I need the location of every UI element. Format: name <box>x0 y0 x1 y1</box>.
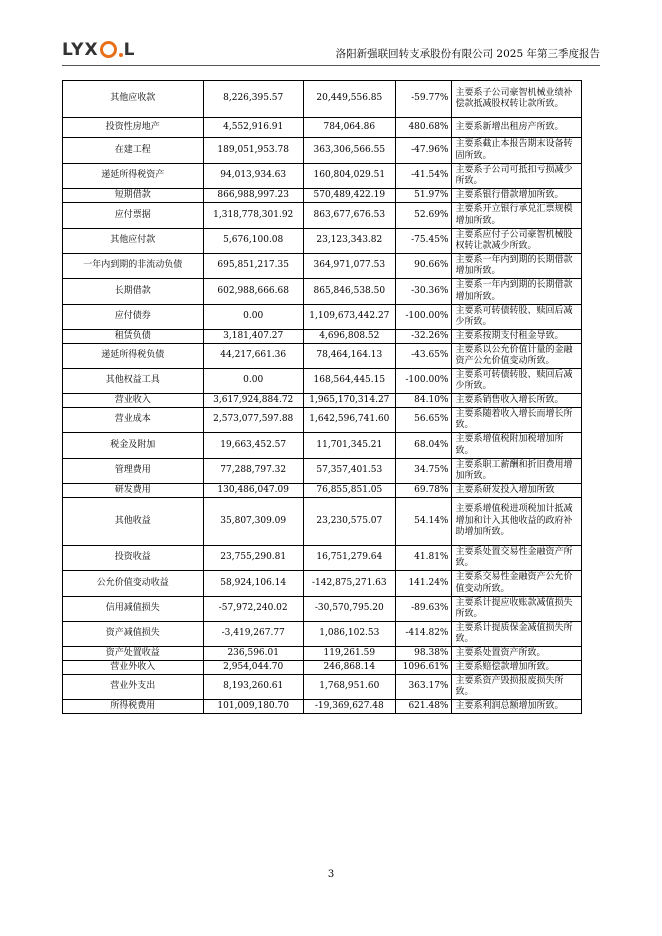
item-name-cell: 投资收益 <box>63 546 204 571</box>
change-reason-cell: 主要系以公允价值计量的金融资产公允价值变动所致。 <box>452 344 582 369</box>
change-rate-cell: 68.04% <box>395 433 452 459</box>
current-period-cell: 19,663,452.57 <box>203 433 303 459</box>
change-rate-cell: -32.26% <box>395 330 452 344</box>
previous-period-cell: 119,261.59 <box>303 647 395 661</box>
logo-dot <box>119 53 123 57</box>
current-period-cell: 44,217,661.36 <box>203 344 303 369</box>
change-rate-cell: 51.97% <box>395 189 452 203</box>
report-title: 洛阳新强联回转支承股份有限公司 2025 年第三季度报告 <box>335 48 600 60</box>
table-row <box>63 369 582 394</box>
item-name-cell: 长期借款 <box>63 279 204 305</box>
change-rate-cell: -30.36% <box>395 279 452 305</box>
change-reason-cell: 主要系子公司豪智机械业绩补偿款抵减股权转让款所致。 <box>452 81 582 118</box>
change-rate-cell: 54.14% <box>395 498 452 546</box>
change-rate-cell: 52.69% <box>395 203 452 229</box>
item-name-cell: 递延所得税负债 <box>63 344 204 369</box>
table-row <box>63 675 582 700</box>
table-row <box>63 700 582 714</box>
previous-period-cell: 1,768,951.60 <box>303 675 395 700</box>
previous-period-cell: 76,855,851.05 <box>303 484 395 498</box>
table-row <box>63 661 582 675</box>
change-rate-cell: -59.77% <box>395 81 452 118</box>
change-reason-cell: 主要系销售收入增长所致。 <box>452 394 582 408</box>
change-reason-cell: 主要系应付子公司豪智机械股权转让款减少所致。 <box>452 229 582 254</box>
item-name-cell: 其他应付款 <box>63 229 204 254</box>
change-reason-cell: 主要系新增出租房产所致。 <box>452 118 582 138</box>
change-reason-cell: 主要系截止本报告期末设备转固所致。 <box>452 138 582 164</box>
change-rate-cell: 84.10% <box>395 394 452 408</box>
page-header <box>62 28 600 68</box>
header-divider <box>62 65 600 66</box>
change-rate-cell: 621.48% <box>395 700 452 714</box>
previous-period-cell: 78,464,164.13 <box>303 344 395 369</box>
item-name-cell: 税金及附加 <box>63 433 204 459</box>
change-rate-cell: 480.68% <box>395 118 452 138</box>
change-reason-cell: 主要系赔偿款增加所致。 <box>452 661 582 675</box>
item-name-cell: 所得税费用 <box>63 700 204 714</box>
previous-period-cell: 865,846,538.50 <box>303 279 395 305</box>
previous-period-cell: 1,109,673,442.27 <box>303 305 395 330</box>
change-reason-cell: 主要系开立银行承兑汇票规模增加所致。 <box>452 203 582 229</box>
table-row <box>63 571 582 597</box>
item-name-cell: 其他收益 <box>63 498 204 546</box>
change-reason-cell: 主要系处置资产所致。 <box>452 647 582 661</box>
current-period-cell: 5,676,100.08 <box>203 229 303 254</box>
current-period-cell: 23,755,290.81 <box>203 546 303 571</box>
item-name-cell: 递延所得税资产 <box>63 164 204 189</box>
change-rate-cell: -75.45% <box>395 229 452 254</box>
table-row <box>63 330 582 344</box>
table-row <box>63 254 582 279</box>
previous-period-cell: 1,086,102.53 <box>303 622 395 647</box>
change-rate-cell: 69.78% <box>395 484 452 498</box>
table-row <box>63 408 582 433</box>
change-rate-cell: 363.17% <box>395 675 452 700</box>
current-period-cell: 101,009,180.70 <box>203 700 303 714</box>
current-period-cell: 866,988,997.23 <box>203 189 303 203</box>
previous-period-cell: 23,123,343.82 <box>303 229 395 254</box>
change-reason-cell: 主要系可转债转股、赎回后减少所致。 <box>452 369 582 394</box>
previous-period-cell: 16,751,279.64 <box>303 546 395 571</box>
item-name-cell: 管理费用 <box>63 459 204 484</box>
change-reason-cell: 主要系利润总额增加所致。 <box>452 700 582 714</box>
previous-period-cell: 364,971,077.53 <box>303 254 395 279</box>
table-row <box>63 459 582 484</box>
previous-period-cell: -30,570,795.20 <box>303 597 395 622</box>
table-row <box>63 546 582 571</box>
change-rate-cell: 141.24% <box>395 571 452 597</box>
current-period-cell: 602,988,666.68 <box>203 279 303 305</box>
previous-period-cell: 784,064.86 <box>303 118 395 138</box>
item-name-cell: 营业外收入 <box>63 661 204 675</box>
previous-period-cell: 20,449,556.85 <box>303 81 395 118</box>
table-row <box>63 279 582 305</box>
previous-period-cell: 863,677,676.53 <box>303 203 395 229</box>
item-name-cell: 应付票据 <box>63 203 204 229</box>
previous-period-cell: 23,230,575.07 <box>303 498 395 546</box>
item-name-cell: 一年内到期的非流动负债 <box>63 254 204 279</box>
current-period-cell: 4,552,916.91 <box>203 118 303 138</box>
current-period-cell: 1,318,778,301.92 <box>203 203 303 229</box>
item-name-cell: 公允价值变动收益 <box>63 571 204 597</box>
table-row <box>63 203 582 229</box>
table-row <box>63 138 582 164</box>
current-period-cell: 0.00 <box>203 369 303 394</box>
change-reason-cell: 主要系一年内到期的长期借款增加所致。 <box>452 279 582 305</box>
change-reason-cell: 主要系研发投入增加所致 <box>452 484 582 498</box>
previous-period-cell: 570,489,422.19 <box>303 189 395 203</box>
change-rate-cell: -100.00% <box>395 369 452 394</box>
change-rate-cell: -43.65% <box>395 344 452 369</box>
item-name-cell: 营业外支出 <box>63 675 204 700</box>
change-rate-cell: 41.81% <box>395 546 452 571</box>
previous-period-cell: 160,804,029.51 <box>303 164 395 189</box>
change-rate-cell: 98.38% <box>395 647 452 661</box>
previous-period-cell: 1,965,170,314.27 <box>303 394 395 408</box>
current-period-cell: 8,226,395.57 <box>203 81 303 118</box>
item-name-cell: 研发费用 <box>63 484 204 498</box>
change-reason-cell: 主要系按期支付租金导致。 <box>452 330 582 344</box>
item-name-cell: 租赁负债 <box>63 330 204 344</box>
table-row <box>63 433 582 459</box>
logo-ring <box>100 41 117 58</box>
current-period-cell: 695,851,217.35 <box>203 254 303 279</box>
change-rate-cell: 1096.61% <box>395 661 452 675</box>
change-rate-cell: 90.66% <box>395 254 452 279</box>
table-row <box>63 344 582 369</box>
table-row <box>63 498 582 546</box>
current-period-cell: 2,573,077,597.88 <box>203 408 303 433</box>
table-row <box>63 229 582 254</box>
current-period-cell: 0.00 <box>203 305 303 330</box>
change-reason-cell: 主要系可转债转股、赎回后减少所致。 <box>452 305 582 330</box>
current-period-cell: 77,288,797.32 <box>203 459 303 484</box>
current-period-cell: 3,617,924,884.72 <box>203 394 303 408</box>
page-number: 3 <box>327 869 335 880</box>
change-reason-cell: 主要系增值税附加税增加所致。 <box>452 433 582 459</box>
current-period-cell: 236,596.01 <box>203 647 303 661</box>
change-reason-cell: 主要系交易性金融资产公允价值变动所致。 <box>452 571 582 597</box>
previous-period-cell: 11,701,345.21 <box>303 433 395 459</box>
table-row <box>63 118 582 138</box>
item-name-cell: 其他应收款 <box>63 81 204 118</box>
item-name-cell: 信用减值损失 <box>63 597 204 622</box>
item-name-cell: 投资性房地产 <box>63 118 204 138</box>
item-name-cell: 资产处置收益 <box>63 647 204 661</box>
current-period-cell: 94,013,934.63 <box>203 164 303 189</box>
item-name-cell: 营业成本 <box>63 408 204 433</box>
previous-period-cell: 57,357,401.53 <box>303 459 395 484</box>
table-row <box>63 394 582 408</box>
change-reason-cell: 主要系处置交易性金融资产所致。 <box>452 546 582 571</box>
change-rate-cell: -100.00% <box>395 305 452 330</box>
item-name-cell: 应付债券 <box>63 305 204 330</box>
change-reason-cell: 主要系随着收入增长而增长所致。 <box>452 408 582 433</box>
previous-period-cell: 363,306,566.55 <box>303 138 395 164</box>
change-reason-cell: 主要系职工薪酬和折旧费用增加所致。 <box>452 459 582 484</box>
current-period-cell: -3,419,267.77 <box>203 622 303 647</box>
table-body <box>63 81 582 714</box>
change-reason-cell: 主要系增值税进项税加计抵减增加和计入其他收益的政府补助增加所致。 <box>452 498 582 546</box>
previous-period-cell: 1,642,596,741.60 <box>303 408 395 433</box>
previous-period-cell: -19,369,627.48 <box>303 700 395 714</box>
change-reason-cell: 主要系一年内到期的长期借款增加所致。 <box>452 254 582 279</box>
table-row <box>63 647 582 661</box>
previous-period-cell: 246,868.14 <box>303 661 395 675</box>
table-row <box>63 81 582 118</box>
table-row <box>63 164 582 189</box>
current-period-cell: 58,924,106.14 <box>203 571 303 597</box>
company-logo: LYX L <box>62 40 136 60</box>
change-reason-cell: 主要系资产毁损报废损失所致。 <box>452 675 582 700</box>
change-rate-cell: -41.54% <box>395 164 452 189</box>
table-row <box>63 622 582 647</box>
change-rate-cell: -89.63% <box>395 597 452 622</box>
current-period-cell: 35,807,309.09 <box>203 498 303 546</box>
change-rate-cell: 56.65% <box>395 408 452 433</box>
previous-period-cell: -142,875,271.63 <box>303 571 395 597</box>
financial-changes-table <box>62 80 582 714</box>
current-period-cell: 2,954,044.70 <box>203 661 303 675</box>
item-name-cell: 短期借款 <box>63 189 204 203</box>
item-name-cell: 资产减值损失 <box>63 622 204 647</box>
item-name-cell: 在建工程 <box>63 138 204 164</box>
change-rate-cell: -47.96% <box>395 138 452 164</box>
table-row <box>63 189 582 203</box>
current-period-cell: 8,193,260.61 <box>203 675 303 700</box>
current-period-cell: 3,181,407.27 <box>203 330 303 344</box>
table-row <box>63 597 582 622</box>
change-reason-cell: 主要系计提质保金减值损失所致。 <box>452 622 582 647</box>
current-period-cell: 189,051,953.78 <box>203 138 303 164</box>
table-row <box>63 305 582 330</box>
previous-period-cell: 4,696,808.52 <box>303 330 395 344</box>
change-rate-cell: -414.82% <box>395 622 452 647</box>
table-row <box>63 484 582 498</box>
previous-period-cell: 168,564,445.15 <box>303 369 395 394</box>
change-reason-cell: 主要系银行借款增加所致。 <box>452 189 582 203</box>
current-period-cell: 130,486,047.09 <box>203 484 303 498</box>
change-reason-cell: 主要系子公司可抵扣亏损减少所致。 <box>452 164 582 189</box>
item-name-cell: 营业收入 <box>63 394 204 408</box>
change-reason-cell: 主要系计提应收账款减值损失所致。 <box>452 597 582 622</box>
item-name-cell: 其他权益工具 <box>63 369 204 394</box>
change-rate-cell: 34.75% <box>395 459 452 484</box>
current-period-cell: -57,972,240.02 <box>203 597 303 622</box>
